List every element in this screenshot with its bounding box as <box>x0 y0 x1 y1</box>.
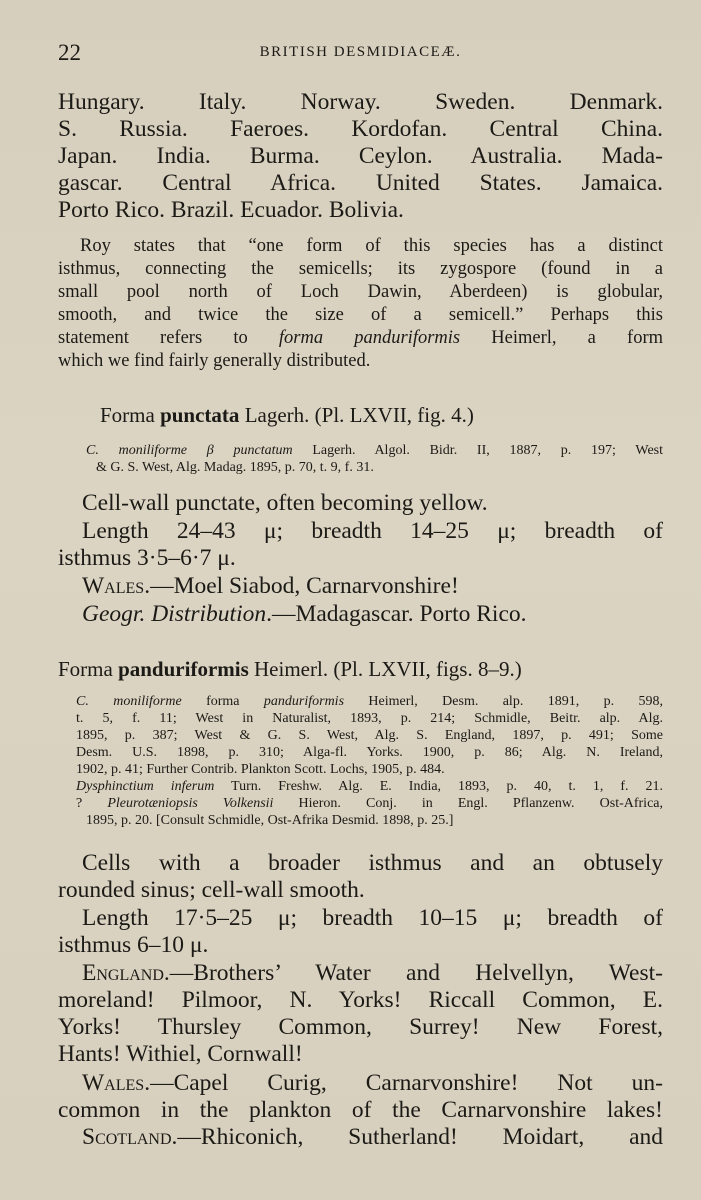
description-line: Cells with a broader isthmus and an obtusely <box>82 850 663 876</box>
reference-line: 1902, p. 41; Further Contrib. Plankton Scott. Lochs, 1905, p. 484. <box>76 762 445 777</box>
locality-line: Scotland.—Rhiconich, Sutherland! Moidart, and <box>82 1124 663 1150</box>
distribution-line: Hungary. Italy. Norway. Sweden. Denmark. <box>58 89 663 115</box>
reference-line: C. moniliforme forma panduriformis Heimerl, Desm. alp. 1891, p. 598, <box>76 694 663 709</box>
reference-line: 1895, p. 387; West & G. S. West, Alg. S. England, 1897, p. 491; Some <box>76 728 663 743</box>
roy-paragraph-line: which we find fairly generally distributed. <box>58 351 371 371</box>
locality-line: moreland! Pilmoor, N. Yorks! Riccall Common, E. <box>58 987 663 1013</box>
section-heading-panduriformis: Forma panduriformis Heimerl. (Pl. LXVII, figs. 8–9.) <box>58 657 522 681</box>
reference-line: C. moniliforme β punctatum Lagerh. Algol. Bidr. II, 1887, p. 197; West <box>86 443 664 458</box>
roy-paragraph-line: Roy states that “one form of this species has a distinct <box>80 236 663 256</box>
reference-line: 1895, p. 20. [Consult Schmidle, Ost-Afrika Desmid. 1898, p. 25.] <box>86 813 454 828</box>
distribution-line: Porto Rico. Brazil. Ecuador. Bolivia. <box>58 197 404 223</box>
roy-paragraph-line: small pool north of Loch Dawin, Aberdeen) is globular, <box>58 282 663 302</box>
description-line: Cell-wall punctate, often becoming yellow. <box>82 490 488 516</box>
locality-line: England.—Brothers’ Water and Helvellyn, West- <box>82 960 663 986</box>
reference-line: Dysphinctium inferum Turn. Freshw. Alg. E. India, 1893, p. 40, t. 1, f. 21. <box>76 779 663 794</box>
locality-line: common in the plankton of the Carnarvonshire lakes! <box>58 1097 663 1123</box>
page-header <box>58 40 663 66</box>
locality-line: Wales.—Capel Curig, Carnarvonshire! Not un- <box>82 1070 663 1096</box>
locality-line: Hants! Withiel, Cornwall! <box>58 1041 303 1067</box>
running-title: BRITISH DESMIDIACEÆ. <box>259 44 462 60</box>
reference-line: & G. S. West, Alg. Madag. 1895, p. 70, t. 9, f. 31. <box>96 460 374 475</box>
roy-paragraph-line: smooth, and twice the size of a semicell.” Perhaps this <box>58 305 663 325</box>
distribution-line: gascar. Central Africa. United States. Jamaica. <box>58 170 663 196</box>
section-heading-punctata: Forma punctata Lagerh. (Pl. LXVII, fig. 4.) <box>100 403 474 427</box>
locality-line: Wales.—Moel Siabod, Carnarvonshire! <box>82 573 459 599</box>
measurement-line: isthmus 6–10 μ. <box>58 932 209 958</box>
reference-line: t. 5, f. 11; West in Naturalist, 1893, p. 214; Schmidle, Beitr. alp. Alg. <box>76 711 663 726</box>
locality-line: Yorks! Thursley Common, Surrey! New Forest, <box>58 1014 663 1040</box>
distribution-line: S. Russia. Faeroes. Kordofan. Central China. <box>58 116 663 142</box>
reference-line: Desm. U.S. 1898, p. 310; Alga-fl. Yorks. 1900, p. 86; Alg. N. Ireland, <box>76 745 663 760</box>
measurement-line: isthmus 3·5–6·7 μ. <box>58 545 236 571</box>
roy-paragraph-line: isthmus, connecting the semicells; its zygospore (found in a <box>58 259 663 279</box>
description-line: rounded sinus; cell-wall smooth. <box>58 877 365 903</box>
distribution-line: Geogr. Distribution.—Madagascar. Porto Rico. <box>82 601 527 627</box>
distribution-line: Japan. India. Burma. Ceylon. Australia. Mada- <box>58 143 663 169</box>
page-number: 22 <box>58 40 81 65</box>
roy-paragraph-line: statement refers to forma panduriformis Heimerl, a form <box>58 328 664 348</box>
reference-line: ? Pleurotæniopsis Volkensii Hieron. Conj. in Engl. Pflanzenw. Ost-Africa, <box>76 796 663 811</box>
measurement-line: Length 24–43 μ; breadth 14–25 μ; breadth of <box>82 518 663 544</box>
measurement-line: Length 17·5–25 μ; breadth 10–15 μ; breadth of <box>82 905 663 931</box>
